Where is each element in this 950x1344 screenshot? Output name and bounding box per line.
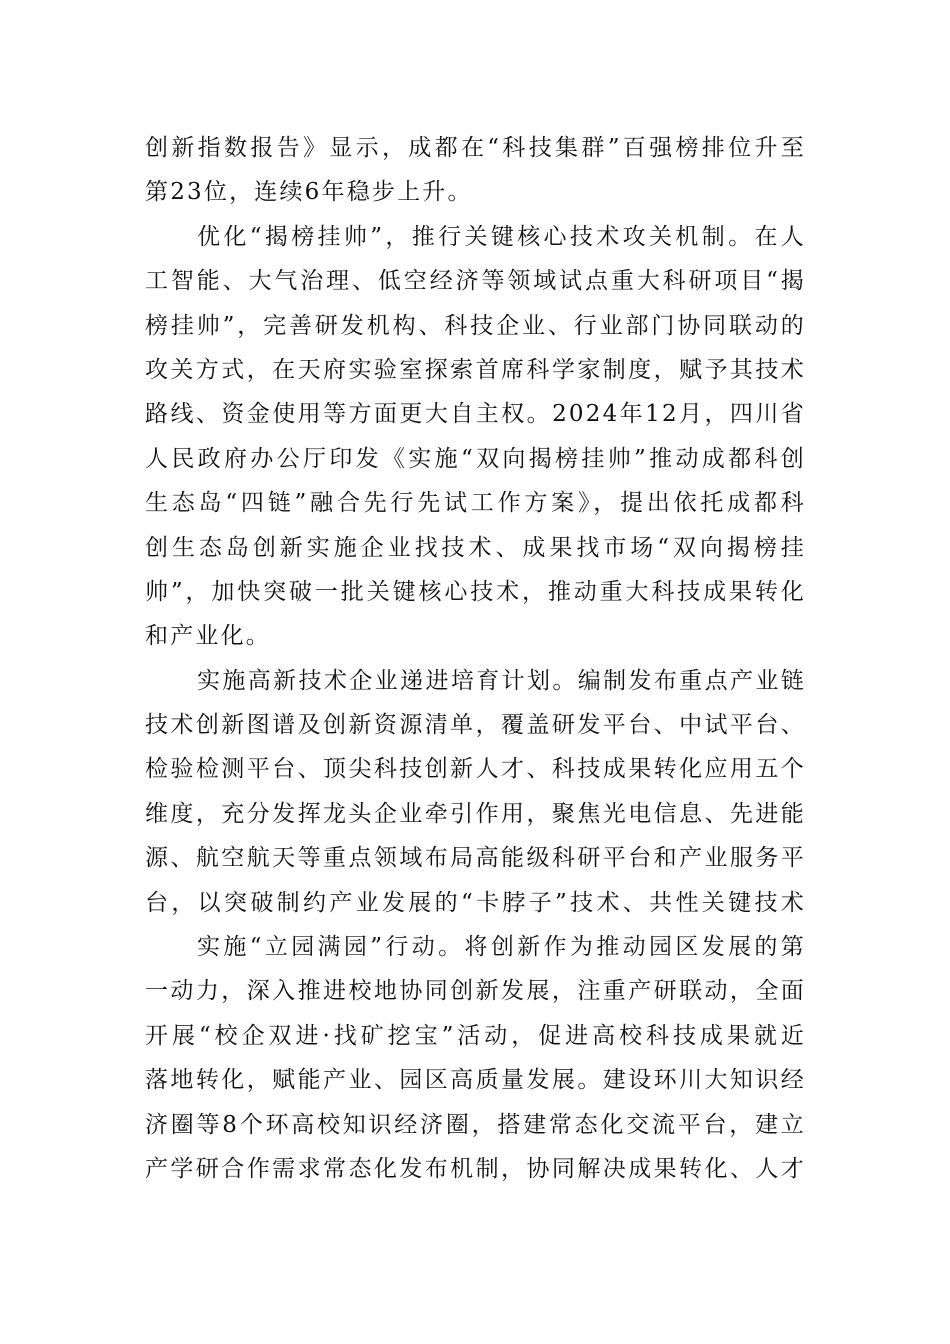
text-line: 技术创新图谱及创新资源清单，覆盖研发平台、中试平台、	[145, 712, 806, 739]
text-line: 帅”，加快突破一批关键核心技术，推动重大科技成果转化	[145, 578, 806, 605]
text-line: 台，以突破制约产业发展的“卡脖子”技术、共性关键技术	[145, 889, 806, 916]
text-line: 第23位，连续6年稳步上升。	[145, 179, 473, 206]
text-line: 实施“立园满园”行动。将创新作为推动园区发展的第	[197, 934, 806, 961]
text-line: 创新指数报告》显示，成都在“科技集群”百强榜排位升至	[145, 135, 806, 161]
text-line: 产学研合作需求常态化发布机制，协同解决成果转化、人才	[145, 1155, 806, 1182]
text-line: 开展“校企双进·找矿挖宝”活动，促进高校科技成果就近	[145, 1022, 806, 1049]
text-line: 榜挂帅”，完善研发机构、科技企业、行业部门协同联动的	[145, 312, 806, 339]
document-body	[145, 126, 806, 1191]
text-line: 维度，充分发挥龙头企业牵引作用，聚焦光电信息、先进能	[145, 800, 806, 827]
text-line: 生态岛“四链”融合先行先试工作方案》，提出依托成都科	[145, 490, 806, 517]
text-line: 和产业化。	[145, 623, 271, 650]
text-line: 人民政府办公厅印发《实施“双向揭榜挂帅”推动成都科创	[145, 445, 806, 472]
paragraph-4	[145, 925, 806, 1191]
paragraph-3	[145, 659, 806, 925]
paragraph-1	[145, 126, 806, 215]
text-line: 源、航空航天等重点领域布局高能级科研平台和产业服务平	[145, 845, 806, 872]
text-line: 攻关方式，在天府实验室探索首席科学家制度，赋予其技术	[145, 356, 806, 383]
text-line: 检验检测平台、顶尖科技创新人才、科技成果转化应用五个	[145, 756, 806, 783]
text-line: 济圈等8个环高校知识经济圈，搭建常态化交流平台，建立	[145, 1111, 806, 1138]
text-line: 落地转化，赋能产业、园区高质量发展。建设环川大知识经	[145, 1067, 806, 1094]
text-line: 实施高新技术企业递进培育计划。编制发布重点产业链	[197, 667, 806, 694]
text-line: 路线、资金使用等方面更大自主权。2024年12月，四川省	[145, 401, 806, 428]
text-line: 一动力，深入推进校地协同创新发展，注重产研联动，全面	[145, 978, 806, 1005]
text-line: 优化“揭榜挂帅”，推行关键核心技术攻关机制。在人	[197, 223, 806, 250]
text-line: 创生态岛创新实施企业找技术、成果找市场“双向揭榜挂	[145, 534, 806, 561]
text-line: 工智能、大气治理、低空经济等领域试点重大科研项目“揭	[145, 268, 806, 295]
paragraph-2	[145, 215, 806, 659]
